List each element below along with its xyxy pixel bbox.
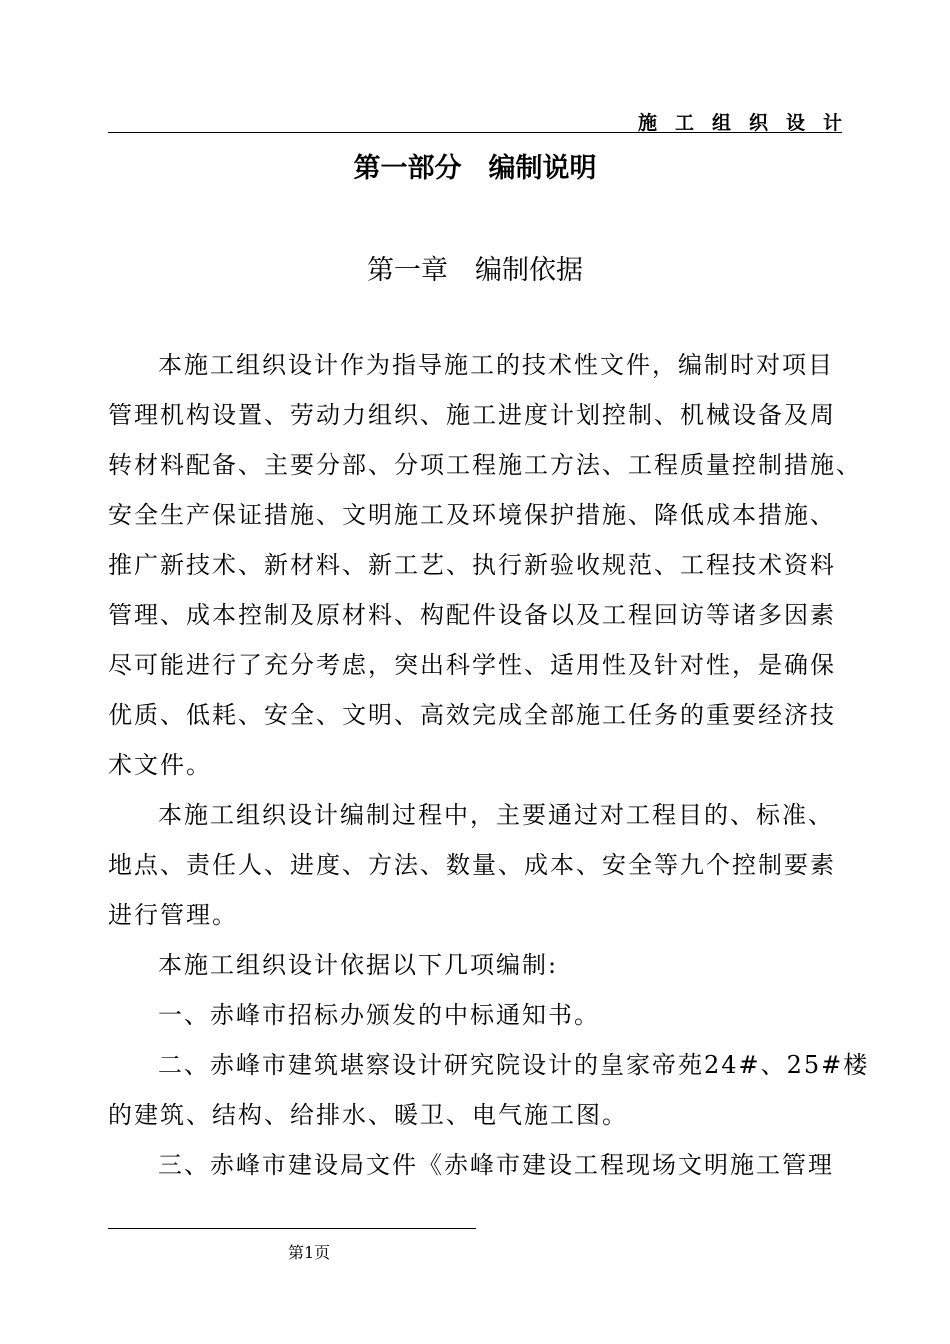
- body-line: 本施工组织设计作为指导施工的技术性文件，编制时对项目: [158, 351, 834, 379]
- body-line: 安全生产保证措施、文明施工及环境保护措施、降低成本措施、: [108, 501, 836, 529]
- body-text: [108, 340, 870, 1190]
- body-line: 推广新技术、新材料、新工艺、执行新验收规范、工程技术资料: [108, 551, 836, 579]
- part-title: 第一部分 编制说明: [353, 153, 597, 184]
- body-line: 进行管理。: [108, 901, 238, 929]
- body-line: 一、赤峰市招标办颁发的中标通知书。: [158, 1001, 600, 1029]
- footer-rule: [108, 1228, 476, 1229]
- body-line: 三、赤峰市建设局文件《赤峰市建设工程现场文明施工管理: [158, 1151, 834, 1179]
- body-line: 本施工组织设计依据以下几项编制:: [158, 951, 559, 979]
- chapter-title: 第一章 编制依据: [367, 255, 583, 286]
- page-number: 第1页: [288, 1243, 331, 1262]
- body-line: 转材料配备、主要分部、分项工程施工方法、工程质量控制措施、: [108, 451, 862, 479]
- body-line: 管理机构设置、劳动力组织、施工进度计划控制、机械设备及周: [108, 401, 836, 429]
- running-header: 施工组织设计: [637, 112, 860, 134]
- body-line: 术文件。: [108, 751, 212, 779]
- body-line: 本施工组织设计编制过程中，主要通过对工程目的、标准、: [158, 801, 834, 829]
- body-line: 管理、成本控制及原材料、构配件设备以及工程回访等诸多因素: [108, 601, 836, 629]
- body-line: 二、赤峰市建筑堪察设计研究院设计的皇家帝苑24#、25#楼: [158, 1051, 870, 1079]
- body-line: 尽可能进行了充分考虑，突出科学性、适用性及针对性，是确保: [108, 651, 836, 679]
- body-line: 优质、低耗、安全、文明、高效完成全部施工任务的重要经济技: [108, 701, 836, 729]
- body-line: 的建筑、结构、给排水、暖卫、电气施工图。: [108, 1101, 628, 1129]
- header-rule: [108, 132, 842, 133]
- body-line: 地点、责任人、进度、方法、数量、成本、安全等九个控制要素: [108, 851, 836, 879]
